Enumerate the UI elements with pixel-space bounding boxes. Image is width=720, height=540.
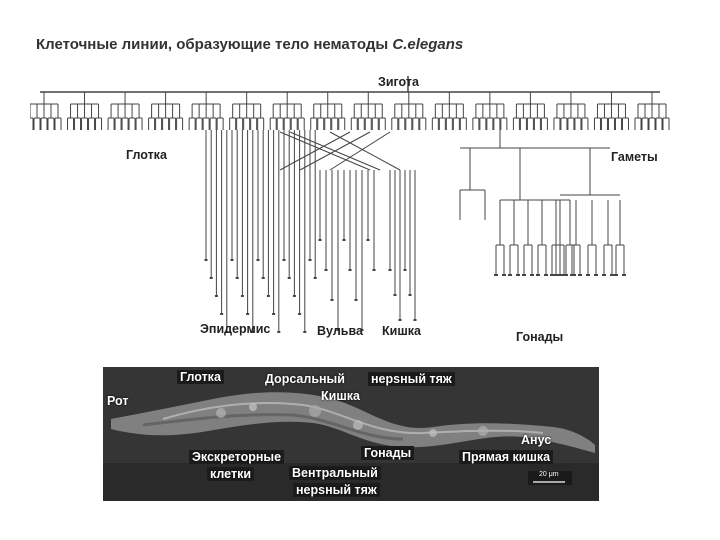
label-excretory-1: Экскреторные — [189, 450, 284, 464]
label-ventral-cord-1: Вентральный — [289, 466, 381, 480]
label-mouth: Рот — [107, 394, 129, 408]
lineage-branch — [330, 132, 400, 170]
label-rectum: Прямая кишка — [459, 450, 553, 464]
worm-micrograph — [103, 367, 599, 501]
label-zygote: Зигота — [378, 75, 419, 89]
figure-title — [36, 36, 463, 53]
scale-bar-label: 20 μm — [539, 471, 559, 478]
lineage-branch — [280, 132, 370, 170]
label-excretory-2: клетки — [207, 467, 254, 481]
label-vulva: Вульва — [317, 324, 363, 338]
label-gonads: Гонады — [516, 330, 564, 344]
label-epidermis: Эпидермис — [200, 322, 271, 336]
label-photo-gonads: Гонады — [361, 446, 414, 460]
label-pharynx: Глотка — [126, 148, 167, 162]
species-name: C.elegans — [392, 36, 464, 53]
label-intestine: Кишка — [382, 324, 421, 338]
label-dorsal-cord-1: Дорсальный — [265, 372, 345, 386]
title-text: Клеточные линии, образующие тело нематоды — [36, 36, 389, 53]
label-ventral-cord-2: нерsный тяж — [293, 483, 380, 497]
label-anus: Анус — [521, 433, 552, 447]
label-photo-intestine: Кишка — [321, 389, 360, 403]
cell-lineage-tree — [30, 70, 690, 350]
label-dorsal-cord-2: нерsный тяж — [368, 372, 455, 386]
label-gametes: Гаметы — [611, 150, 658, 164]
label-photo-pharynx: Глотка — [177, 370, 224, 384]
